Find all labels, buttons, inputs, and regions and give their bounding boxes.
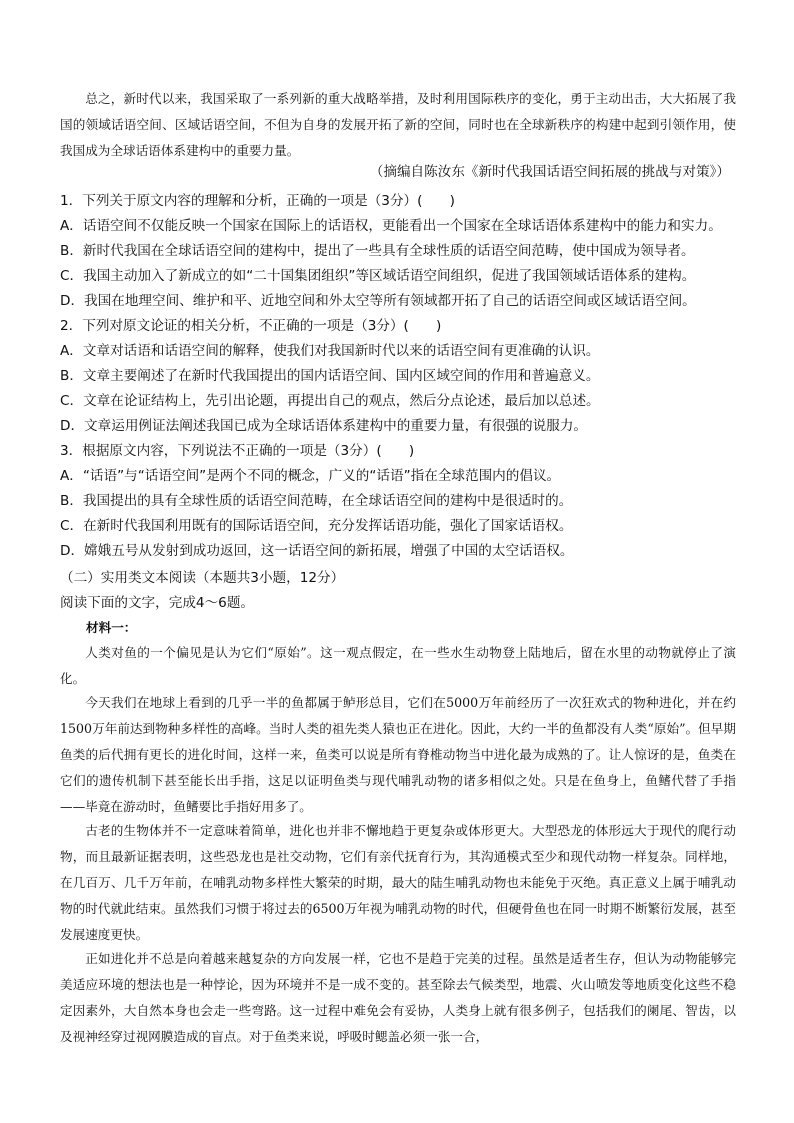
question-3-option-c: C．在新时代我国利用既有的国际话语空间，充分发挥话语功能，强化了国家话语权。	[60, 518, 573, 534]
intro-paragraph: 总之，新时代以来，我国采取了一系列新的重大战略举措，及时利用国际秩序的变化，勇于主动出击，大大拓展了我国的领域话语空间、区域话语空间，不但为自身的发展开拓了新的空间，同时也在全球新秩序的构建中起到引领作用，使我国成为全球话语体系建构中的重要力量。	[60, 91, 736, 158]
section-2-heading: （二）实用类文本阅读（本题共3小题，12分）	[60, 570, 345, 586]
question-2-option-a: A．文章对话语和话语空间的解释，使我们对我国新时代以来的话语空间有更准确的认识。	[60, 343, 600, 359]
reading-instruction: 阅读下面的文字，完成4～6题。	[60, 595, 255, 611]
question-2-option-b: B．文章主要阐述了在新时代我国提出的国内话语空间、国内区域空间的作用和普遍意义。	[60, 368, 600, 384]
question-1-stem: 1．下列关于原文内容的理解和分析，正确的一项是（3分）( )	[60, 193, 455, 209]
question-2-option-d: D．文章运用例证法阐述我国已成为全球话语体系建构中的重要力量，有很强的说服力。	[60, 418, 588, 434]
body-paragraph-1: 人类对鱼的一个偏见是认为它们“原始”。这一观点假定，在一些水生动物登上陆地后，留在水里的动物就停止了演化。	[60, 645, 736, 686]
body-paragraph-3: 古老的生物体并不一定意味着简单，进化也并非不懈地趋于更复杂或体形更大。大型恐龙的体形远大于现代的爬行动物，而且最新证据表明，这些恐龙也是社交动物，它们有亲代抚育行为，其沟通模式至少和现代动物一样复杂。同样地，在几百万、几千万年前，在哺乳动物多样性大繁荣的时期，最大的陆生哺乳动物也未能免于灭绝。真正意义上属于哺乳动物的时代就此结束。虽然我们习惯于将过去的6500万年视为哺乳动物的时代，但硬骨鱼也在同一时期不断繁衍发展，甚至发展速度更快。	[60, 823, 736, 942]
question-3-option-d: D．嫦娥五号从发射到成功返回，这一话语空间的新拓展，增强了中国的太空话语权。	[60, 543, 574, 559]
question-2-option-c: C．文章在论证结构上，先引出论题，再提出自己的观点，然后分点论述，最后加以总述。	[60, 393, 600, 409]
material-1-label: 材料一：	[86, 620, 137, 635]
question-1-option-a: A．话语空间不仅能反映一个国家在国际上的话语权，更能看出一个国家在全球话语体系建构中的能力和实力。	[60, 218, 722, 234]
question-1-option-d: D．我国在地理空间、维护和平、近地空间和外太空等所有领域都开拓了自己的话语空间或区域话语空间。	[60, 293, 696, 309]
question-3-option-a: A．“话语”与“话语空间”是两个不同的概念，广义的“话语”指在全球范围内的倡议。	[60, 468, 561, 484]
question-3-stem: 3．根据原文内容，下列说法不正确的一项是（3分）( )	[60, 443, 415, 459]
question-3-option-b: B．我国提出的具有全球性质的话语空间范畴，在全球话语空间的建构中是很适时的。	[60, 493, 573, 509]
body-paragraph-2: 今天我们在地球上看到的几乎一半的鱼都属于鲈形总目，它们在5000万年前经历了一次狂欢式的物种进化，并在约1500万年前达到物种多样性的高峰。当时人类的祖先类人猿也正在进化。因此，大约一半的鱼都没有人类“原始”。但早期鱼类的后代拥有更长的进化时间，这样一来，鱼类可以说是所有脊椎动物当中进化最为成熟的了。让人惊讶的是，鱼类在它们的遗传机制下甚至能长出手指，这足以证明鱼类与现代哺乳动物的诸多相似之处。只是在鱼身上，鱼鳍代替了手指——毕竟在游动时，鱼鳍要比手指好用多了。	[60, 695, 736, 814]
body-paragraph-4: 正如进化并不总是向着越来越复杂的方向发展一样，它也不是趋于完美的过程。虽然是适者生存，但认为动物能够完美适应环境的想法也是一种悖论，因为环境并不是一成不变的。甚至除去气候类型，地震、火山喷发等地质变化这些不稳定因素外，大自然本身也会走一些弯路。这一过程中难免会有妥协，人类身上就有很多例子，包括我们的阑尾、智齿，以及视神经穿过视网膜造成的盲点。对于鱼类来说，呼吸时鳃盖必须一张一合，	[60, 951, 736, 1044]
question-1-option-c: C．我国主动加入了新成立的如“二十国集团组织”等区域话语空间组织，促进了我国领域话语体系的建构。	[60, 268, 696, 284]
question-1-option-b: B．新时代我国在全球话语空间的建构中，提出了一些具有全球性质的话语空间范畴，使中国成为领导者。	[60, 243, 695, 259]
source-attribution: （摘编自陈汝东《新时代我国话语空间拓展的挑战与对策》）	[369, 164, 730, 180]
question-2-stem: 2．下列对原文论证的相关分析，不正确的一项是（3分）( )	[60, 318, 442, 334]
